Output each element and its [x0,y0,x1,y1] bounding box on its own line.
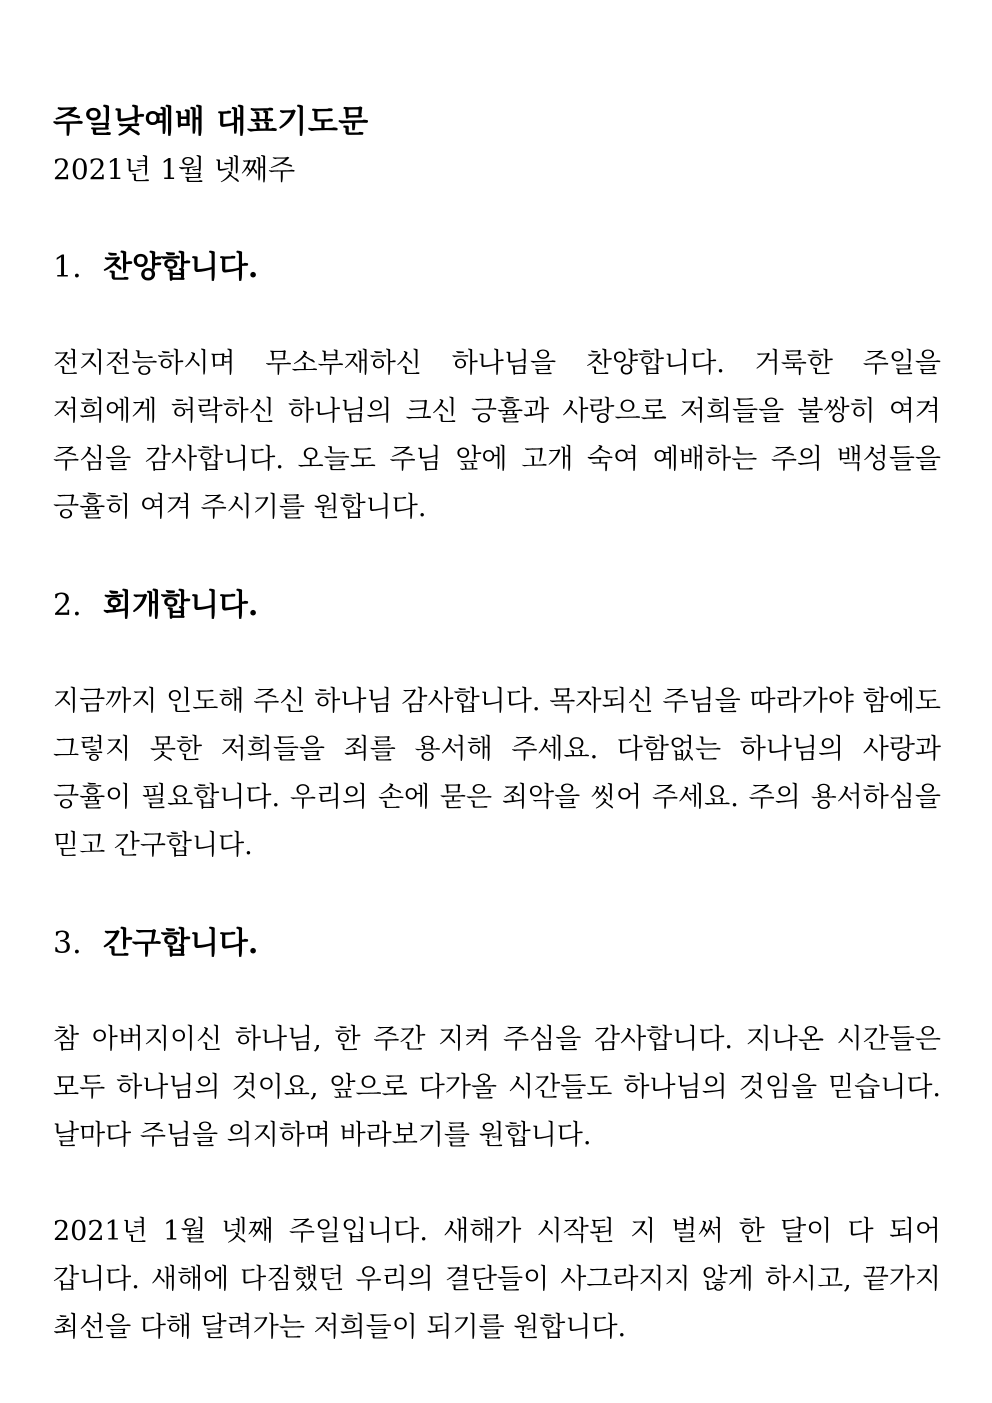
paragraph: 지금까지 인도해 주신 하나님 감사합니다. 목자되신 주님을 따라가야 함에도 그렇지 못한 저희들을 죄를 용서해 주세요. 다함없는 하나님의 사랑과 긍휼이 필요합니다. 우리의 손에 묻은 죄악을 씻어 주세요. 주의 용서하심을 믿고 간구합니다. [53,686,941,861]
section-heading-praise [53,244,941,292]
section-title: 찬양합니다. [103,250,259,285]
paragraph: 참 아버지이신 하나님, 한 주간 지켜 주심을 감사합니다. 지나온 시간들은 모두 하나님의 것이요, 앞으로 다가올 시간들도 하나님의 것임을 믿습니다. 날마다 주님을 의지하며 바라보기를 원합니다. [53,1024,941,1151]
paragraph: 2021년 1월 넷째 주일입니다. 새해가 시작된 지 벌써 한 달이 다 되어 갑니다. 새해에 다짐했던 우리의 결단들이 사그라지지 않게 하시고, 끝가지 최선을 다해 달려가는 저희들이 되기를 원합니다. [53,1216,941,1343]
section-heading-repentance [53,582,941,630]
section-title: 회개합니다. [103,588,259,623]
section-title: 간구합니다. [103,926,259,961]
section-number: 2. [53,588,82,623]
paragraph: 전지전능하시며 무소부재하신 하나님을 찬양합니다. 거룩한 주일을 저희에게 허락하신 하나님의 크신 긍휼과 사랑으로 저희들을 불쌍히 여겨 주심을 감사합니다. 오늘도 주님 앞에 고개 숙여 예배하는 주의 백성들을 긍휼히 여겨 주시기를 원합니다. [53,348,941,523]
document-title: 주일낮예배 대표기도문 [53,104,369,140]
section-number: 1. [53,250,82,285]
section-number: 3. [53,926,82,961]
document-date: 2021년 1월 넷째주 [53,153,296,186]
document-page [53,98,941,1352]
section-heading-supplication [53,920,941,968]
